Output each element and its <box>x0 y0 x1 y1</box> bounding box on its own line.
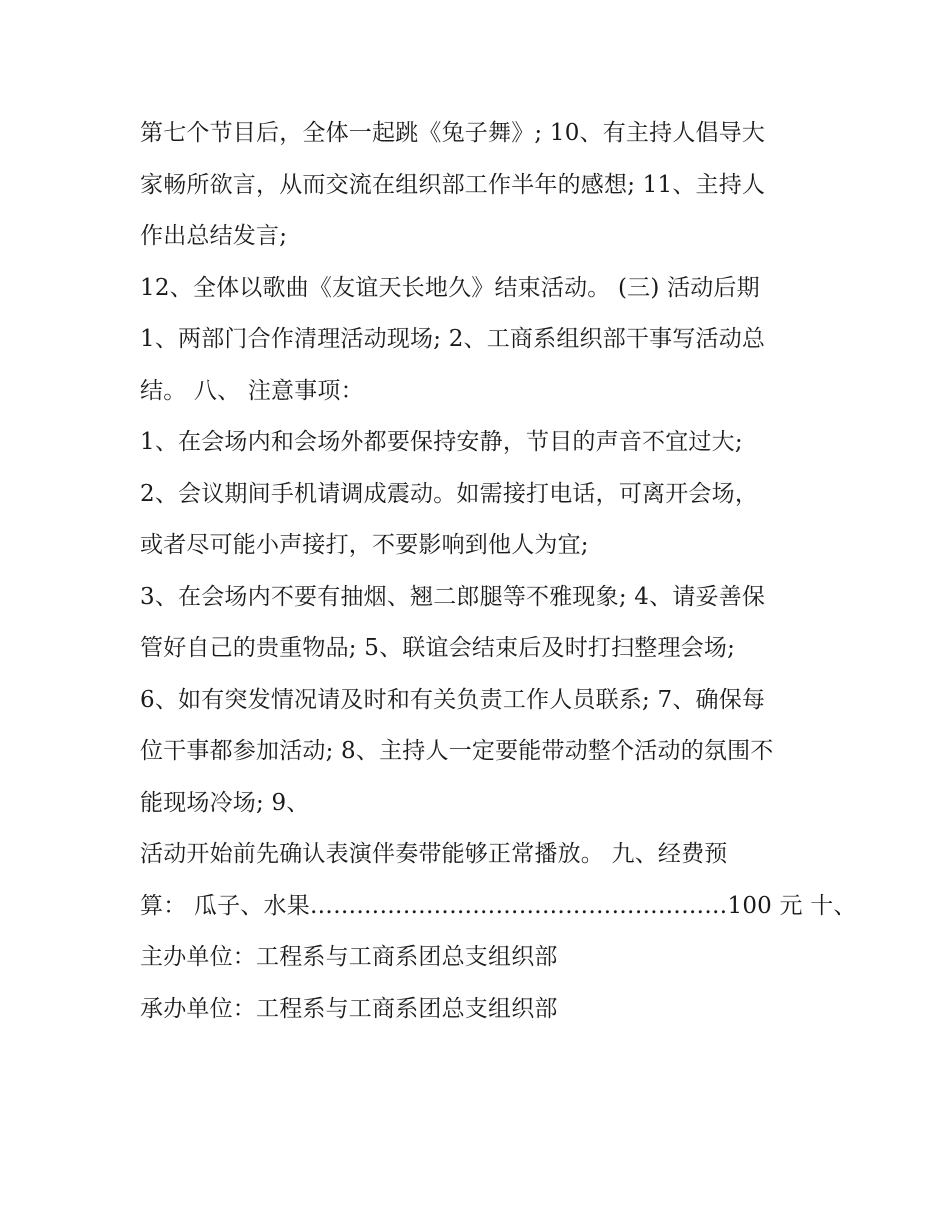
text-line: 3、在会场内不要有抽烟、翘二郎腿等不雅现象; 4、请妥善保 <box>140 583 766 610</box>
text-line: 结。 八、 注意事项： <box>140 377 364 404</box>
text-line: 位干事都参加活动; 8、主持人一定要能带动整个活动的氛围不 <box>140 738 774 764</box>
text-line: 算： 瓜子、水果………………………………………………100 元 十、 <box>140 892 857 919</box>
text-line: 1、两部门合作清理活动现场; 2、工商系组织部干事写活动总 <box>140 326 766 352</box>
text-line: 管好自己的贵重物品; 5、联谊会结束后及时打扫整理会场; <box>140 635 736 661</box>
text-line: 12、全体以歌曲《友谊天长地久》结束活动。 (三) 活动后期 <box>140 274 760 301</box>
text-line: 或者尽可能小声接打，不要影响到他人为宜; <box>140 532 589 558</box>
text-line: 6、如有突发情况请及时和有关负责工作人员联系; 7、确保每 <box>140 686 766 713</box>
text-line: 承办单位：工程系与工商系团总支组织部 <box>140 995 558 1022</box>
text-line: 第七个节目后，全体一起跳《兔子舞》; 10、有主持人倡导大 <box>140 120 766 146</box>
text-line: 1、在会场内和会场外都要保持安静，节目的声音不宜过大; <box>140 429 743 455</box>
text-line: 活动开始前先确认表演伴奏带能够正常播放。 九、经费预 <box>140 841 728 867</box>
document-body <box>140 108 857 1035</box>
text-line: 主办单位：工程系与工商系团总支组织部 <box>140 944 558 970</box>
text-line: 作出总结发言; <box>140 223 288 249</box>
text-line: 家畅所欲言，从而交流在组织部工作半年的感想; 11、主持人 <box>140 171 766 198</box>
text-line: 2、会议期间手机请调成震动。如需接打电话，可离开会场， <box>140 480 759 507</box>
text-line: 能现场冷场; 9、 <box>140 789 310 816</box>
